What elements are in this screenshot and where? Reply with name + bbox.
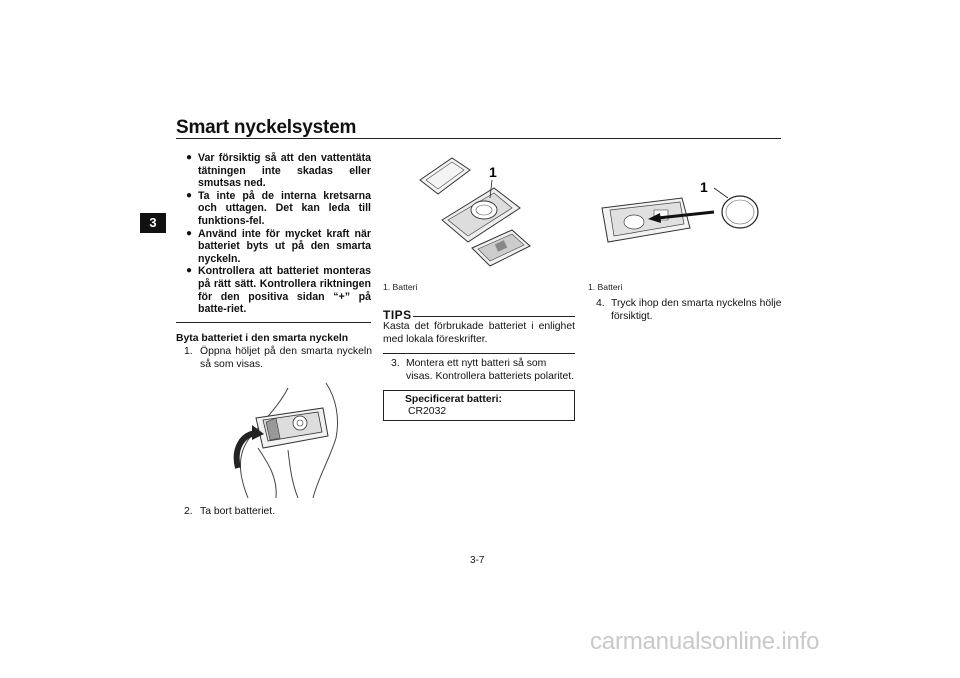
fig1-caption: 1. Batteri xyxy=(383,282,418,292)
spec-value: CR2032 xyxy=(408,406,447,417)
section-heading: Byta batteriet i den smarta nyckeln xyxy=(176,333,349,344)
page-number: 3-7 xyxy=(470,555,485,566)
warning-item: ● Var försiktig så att den vattentäta tätningen inte skadas eller smutsas ned. xyxy=(186,152,371,190)
battery-removal-illustration xyxy=(412,150,537,285)
tips-end-rule xyxy=(383,353,575,354)
spec-label: Specificerat batteri: xyxy=(405,394,503,405)
watermark: carmanualsonline.info xyxy=(590,628,820,655)
battery-insert-illustration xyxy=(596,170,768,274)
fig2-caption: 1. Batteri xyxy=(588,282,623,292)
chapter-tab: 3 xyxy=(140,213,166,233)
spec-box xyxy=(383,390,575,421)
warning-item: ● Ta inte på de interna kretsarna och uttagen. Det kan leda till funktions-fel. xyxy=(186,189,371,227)
step-4: 4. Tryck ihop den smarta nyckelns hölje försiktigt. xyxy=(596,298,782,322)
tips-text: Kasta det förbrukade batteriet i enlighet med lokala föreskrifter. xyxy=(383,321,575,345)
warning-end-rule xyxy=(176,322,371,323)
fig2-callout: 1 xyxy=(700,179,708,195)
warning-item: ● Kontrollera att batteriet monteras på rätt sätt. Kontrollera riktningen för den positiva sidan “+” på batte-riet. xyxy=(186,265,371,316)
warning-list xyxy=(176,152,371,316)
warning-item: ● Använd inte för mycket kraft när batteriet byts ut på den smarta nyckeln. xyxy=(186,227,371,265)
tips-title: TIPS xyxy=(383,308,412,322)
fig1-callout: 1 xyxy=(489,164,497,180)
step-1: 1. Öppna höljet på den smarta nyckeln så som visas. xyxy=(184,346,372,370)
step-3: 3. Montera ett nytt batteri så som visas. Kontrollera batteriets polaritet. xyxy=(391,358,575,382)
tips-rule xyxy=(413,316,575,317)
title-divider xyxy=(176,138,781,139)
step-2: 2. Ta bort batteriet. xyxy=(184,506,276,517)
open-key-illustration xyxy=(218,378,348,500)
page-title: Smart nyckelsystem xyxy=(176,117,357,138)
